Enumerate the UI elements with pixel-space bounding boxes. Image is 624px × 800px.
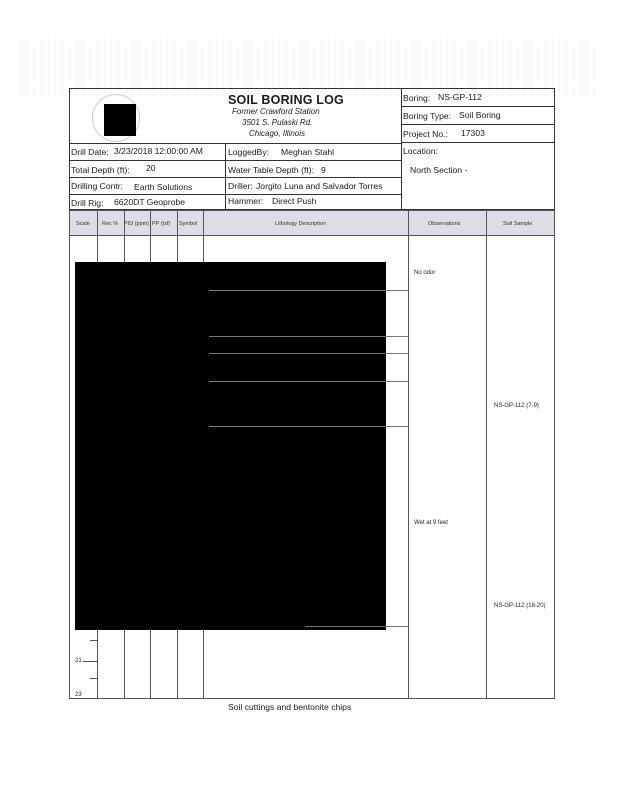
soil-sample-entry: NS-GP-112 (7-9) (494, 403, 539, 409)
soil-sample-entry: NS-GP-112 (18-20) (494, 603, 546, 609)
hammer-value: Direct Push (272, 196, 317, 206)
scale-label: 21 (75, 658, 82, 664)
footer-note: Soil cuttings and bentonite chips (228, 702, 352, 712)
total-depth-value: 20 (146, 163, 156, 173)
boring-type-value: Soil Boring (459, 110, 501, 120)
page-title: SOIL BORING LOG (228, 93, 344, 107)
hammer-label: Hammer: (228, 196, 264, 206)
drilling-contr-value: Earth Solutions (134, 182, 193, 192)
col-divider (486, 211, 487, 699)
drill-date-value: 3/23/2018 12:00:00 AM (114, 146, 203, 156)
driller-label: Driller: (228, 181, 253, 191)
boring-label: Boring: (403, 93, 431, 103)
col-divider (408, 211, 409, 699)
col-header-pid: PID (ppm) (124, 221, 150, 227)
location-value: North Section - (410, 165, 468, 175)
col-header-soil-sample: Soil Sample (503, 221, 533, 227)
logo-redaction (104, 104, 136, 136)
lithology-separator (209, 426, 408, 427)
lithology-separator (209, 381, 408, 382)
project-no-value: 17303 (461, 128, 485, 138)
project-no-label: Project No.: (403, 129, 448, 139)
drill-rig-label: Drill Rig: (71, 198, 104, 208)
boring-type-label: Boring Type: (403, 111, 452, 121)
location-label: Location: (403, 146, 438, 156)
drilling-contr-label: Drilling Contr: (71, 181, 124, 191)
log-redaction (75, 262, 386, 630)
site-address: 3501 S. Pulaski Rd. (242, 118, 313, 127)
lithology-separator (305, 626, 408, 627)
total-depth-label: Total Depth (ft): (71, 165, 130, 175)
lithology-separator (209, 353, 408, 354)
site-name: Former Crawford Station (232, 107, 320, 116)
col-header-symbol: Symbol (179, 221, 198, 227)
col-header-rec: Rec % (102, 221, 119, 227)
driller-value: Jorgito Luna and Salvador Torres (256, 181, 383, 191)
lithology-separator (209, 336, 408, 337)
scale-tick (90, 678, 97, 679)
logged-by-label: LoggedBy: (228, 147, 270, 157)
scale-label: 23 (75, 692, 82, 698)
site-city: Chicago, Illinois (249, 129, 306, 138)
scale-tick (83, 661, 97, 662)
observation-entry: No odor (414, 270, 436, 276)
observation-entry: Wet at 9 feet (414, 520, 448, 526)
logged-by-value: Meghan Stahl (281, 147, 335, 157)
col-header-pp: PP (tsf) (152, 221, 171, 227)
col-header-observations: Observations (428, 221, 461, 227)
water-table-label: Water Table Depth (ft): (228, 165, 314, 175)
col-header-scale: Scale (76, 221, 90, 227)
col-header-lithology: Lithology Description (275, 221, 327, 227)
lithology-separator (209, 290, 408, 291)
boring-value: NS-GP-112 (438, 92, 482, 102)
water-table-value: 9 (321, 165, 326, 175)
scale-tick (90, 640, 97, 641)
drill-date-label: Drill Date: (71, 147, 109, 157)
drill-rig-value: 6620DT Geoprobe (114, 197, 186, 207)
